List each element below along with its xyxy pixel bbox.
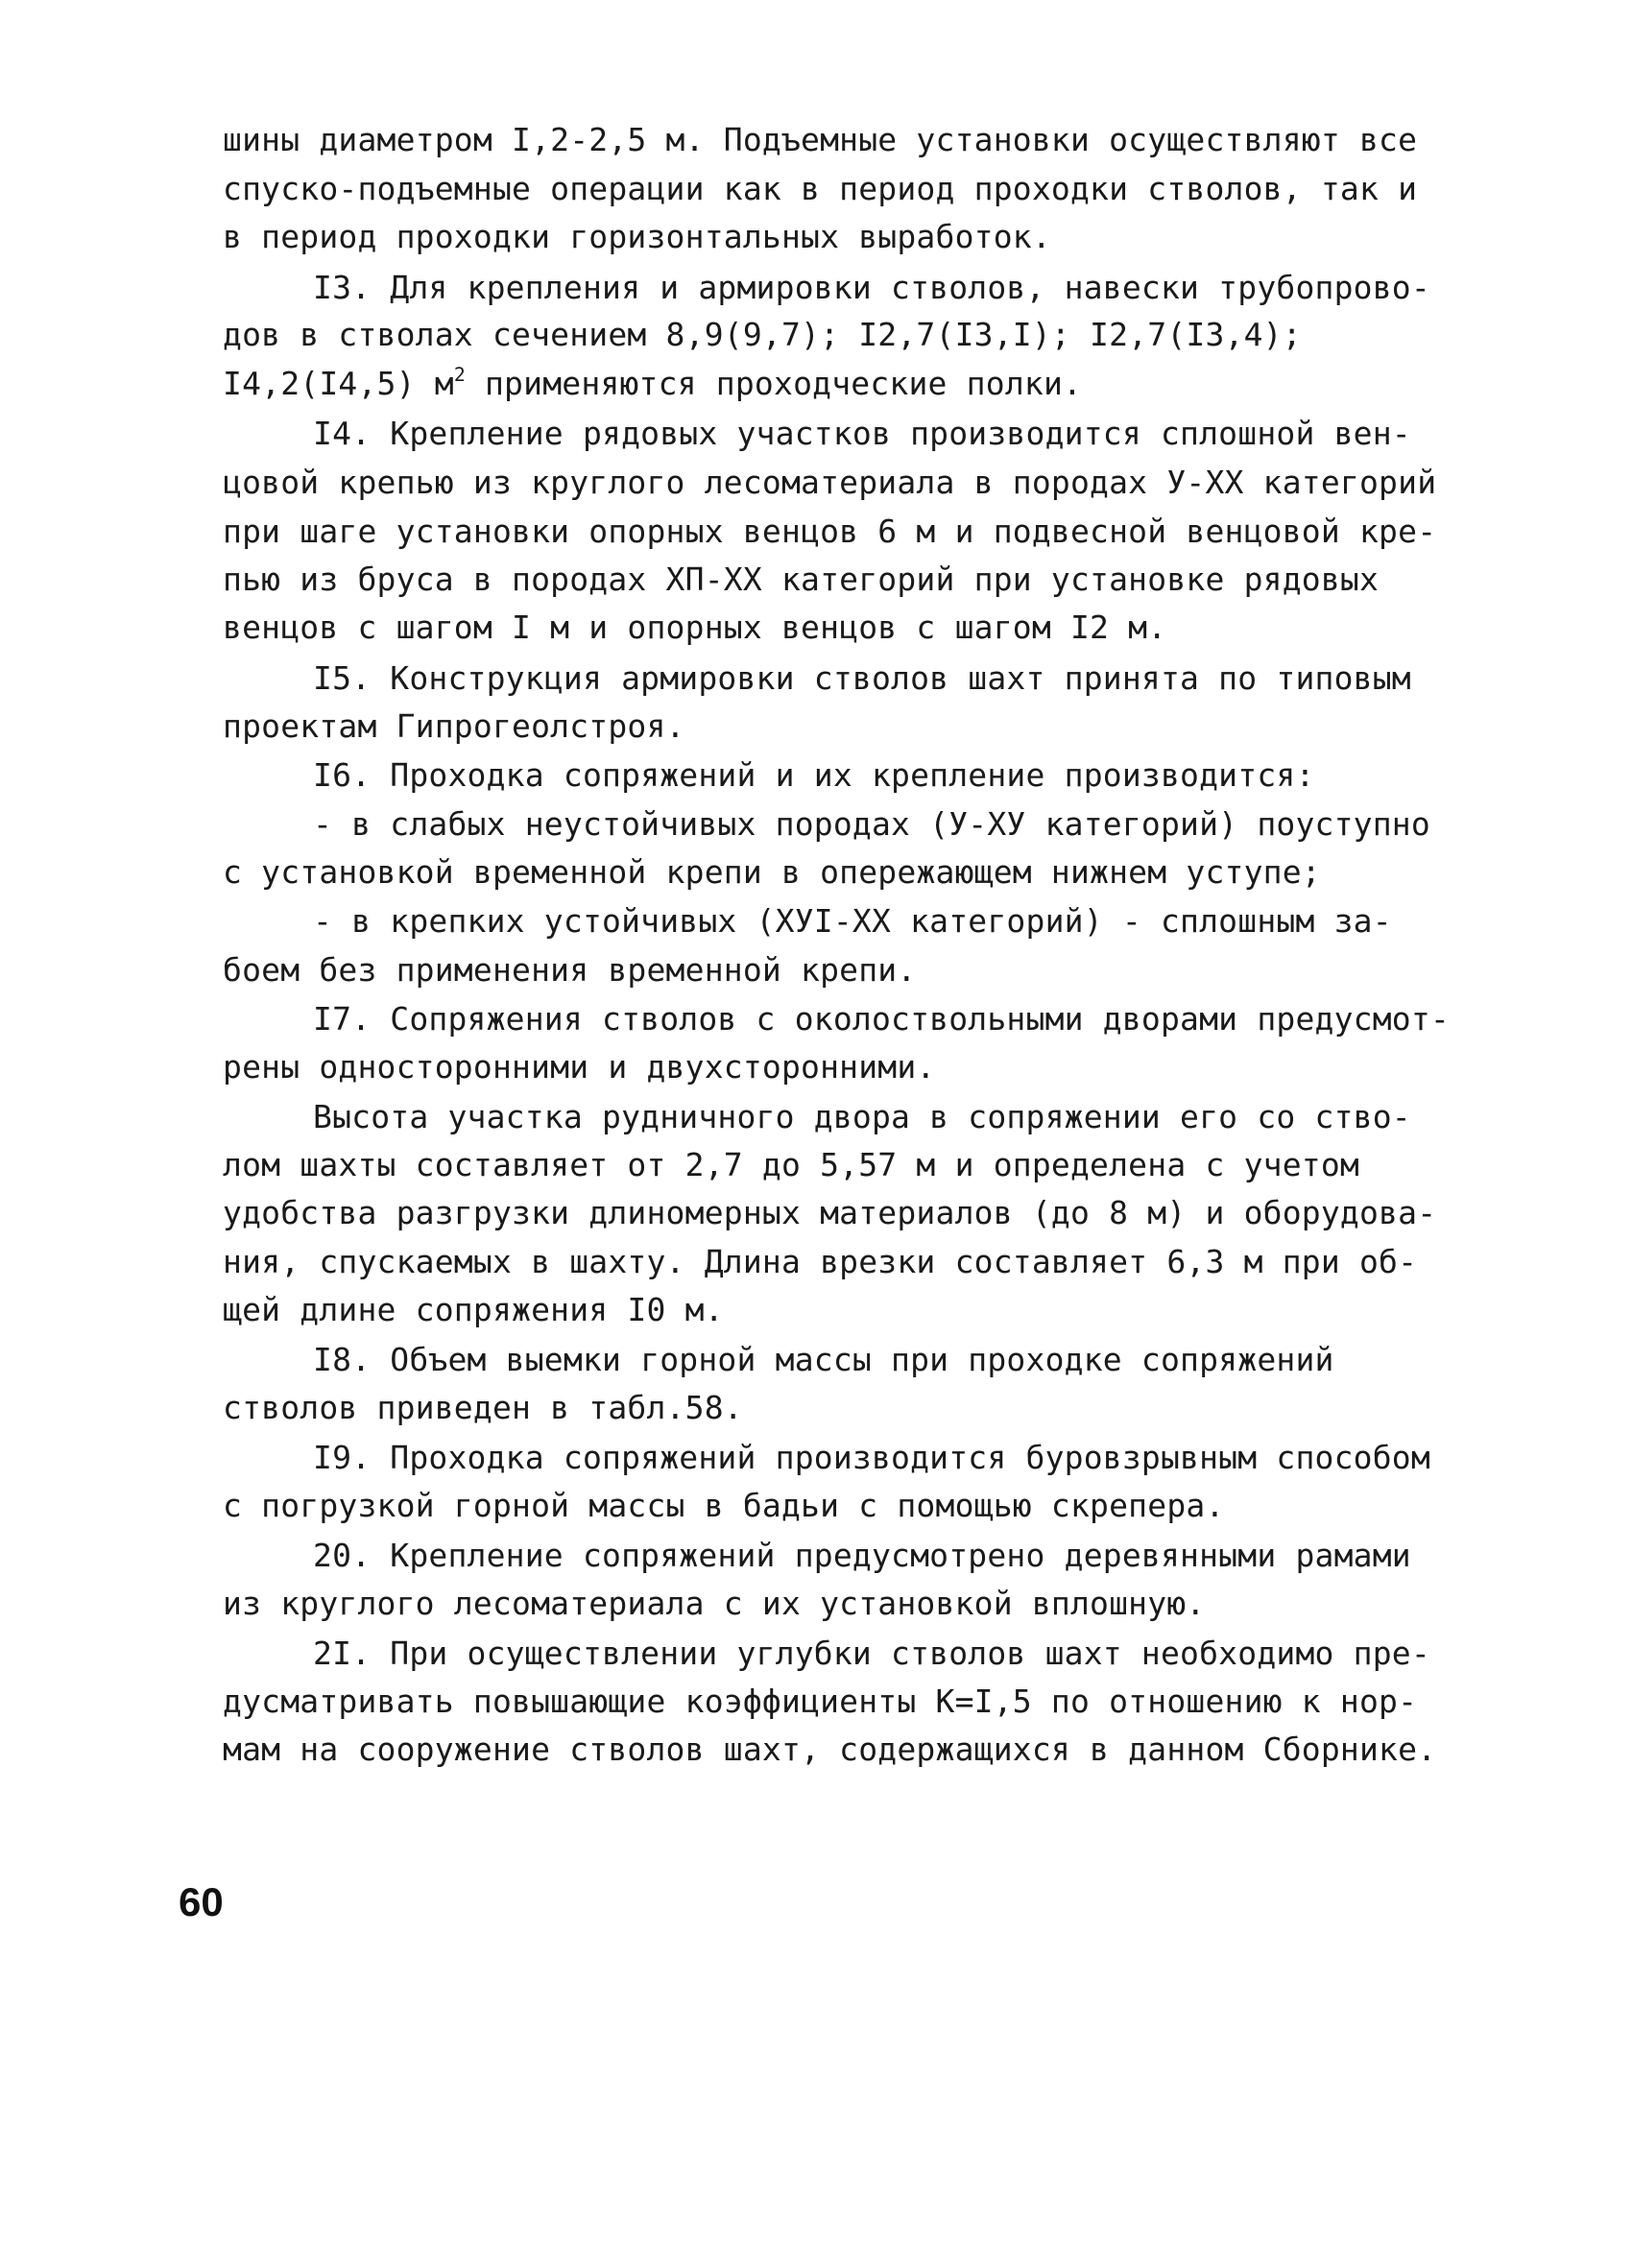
text-line: 2I. При осуществлении углубки стволов шахт необходимо пре-: [313, 1635, 1430, 1672]
text-line: I4,2(I4,5) $м^2$ применяются проходческие полки.: [223, 364, 1083, 402]
text-line: I5. Конструкция армировки стволов шахт принята по типовым: [313, 659, 1411, 697]
text-line: Высота участка рудничного двора в сопряжении его со ство-: [313, 1098, 1411, 1135]
text-line: I7. Сопряжения стволов с околоствольными дворами предусмот-: [313, 1000, 1450, 1038]
text-line: мам на сооружение стволов шахт, содержащихся в данном Сборнике.: [223, 1731, 1437, 1768]
text-line: стволов приведен в табл.58.: [223, 1389, 743, 1426]
text-line: проектам Гипрогеолстроя.: [223, 707, 685, 745]
text-line: - в слабых неустойчивых породах (У-ХУ категорий) поуступно: [313, 805, 1430, 843]
text-line: I6. Проходка сопряжений и их крепление производится:: [313, 756, 1315, 794]
text-line: с погрузкой горной массы в бадьи с помощью скрепера.: [223, 1487, 1225, 1524]
text-line: шины диаметром I,2-2,5 м. Подъемные установки осуществляют все: [223, 121, 1418, 158]
text-line: I9. Проходка сопряжений производится буровзрывным способом: [313, 1439, 1430, 1476]
text-line: I4. Крепление рядовых участков производится сплошной вен-: [313, 415, 1411, 452]
text-line: с установкой временной крепи в опережающем нижнем уступе;: [223, 853, 1321, 891]
text-line: пью из бруса в породах ХП-ХХ категорий при установке рядовых: [223, 561, 1380, 598]
text-line: венцов с шагом I м и опорных венцов с шагом I2 м.: [223, 609, 1167, 646]
text-line: в период проходки горизонтальных выработок.: [223, 218, 1051, 255]
text-line: дусматривать повышающие коэффициенты К=I,5 по отношению к нор-: [223, 1683, 1418, 1720]
text-line: спуско-подъемные операции как в период проходки стволов, так и: [223, 170, 1418, 207]
superscript: 2: [453, 364, 466, 387]
text-line: лом шахты составляет от 2,7 до 5,57 м и определена с учетом: [223, 1146, 1359, 1183]
text-line: I3. Для крепления и армировки стволов, навески трубопрово-: [313, 269, 1430, 306]
page-number: 60: [179, 1879, 224, 1924]
text-line: щей длине сопряжения I0 м.: [223, 1291, 724, 1328]
text-line: ния, спускаемых в шахту. Длина врезки составляет 6,3 м при об-: [223, 1243, 1418, 1280]
text-line: из круглого лесоматериала с их установкой вплошную.: [223, 1585, 1206, 1622]
text-line: - в крепких устойчивых (ХУI-ХХ категорий) - сплошным за-: [313, 902, 1392, 940]
text-line: удобства разгрузки длиномерных материалов (до 8 м) и оборудова-: [223, 1194, 1437, 1231]
text-line: 20. Крепление сопряжений предусмотрено деревянными рамами: [313, 1537, 1411, 1574]
text-line: боем без применения временной крепи.: [223, 951, 917, 989]
text-line: I8. Объем выемки горной массы при проходке сопряжений: [313, 1341, 1334, 1378]
text-line: при шаге установки опорных венцов 6 м и подвесной венцовой кре-: [223, 513, 1437, 550]
text-line: дов в стволах сечением 8,9(9,7); I2,7(I3,I); I2,7(I3,4);: [223, 316, 1302, 353]
text-line: рены односторонними и двухсторонними.: [223, 1048, 936, 1086]
text-line: цовой крепью из круглого лесоматериала в породах У-ХХ категорий: [223, 464, 1437, 501]
